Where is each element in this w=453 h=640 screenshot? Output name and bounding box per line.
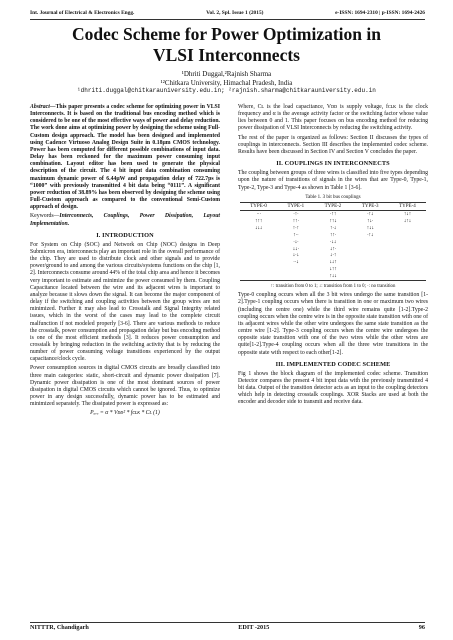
- table-row: [240, 259, 426, 266]
- table-cell: ↑↓↓: [366, 224, 374, 231]
- table-cell: [389, 225, 426, 232]
- table-cell: [240, 266, 277, 273]
- footer-institution: NITTTR, Chandigarh: [30, 624, 89, 631]
- keywords-text: Interconnects, Couplings, Power Dissipation, Layout Implementation.: [30, 213, 220, 227]
- power-formula: Pₐᵥₑ = α * Vᴅᴅ² * fᴄʟᴋ * Cʟ (1): [90, 410, 160, 417]
- table-cell: ↑··: [293, 231, 299, 238]
- header-journal: Int. Journal of Electrical & Electronics Engg.: [30, 9, 135, 16]
- table-cell: ↓·↑: [329, 252, 337, 259]
- table-cell: ↑·↓: [329, 224, 337, 231]
- table-cell: ↓↑·: [329, 245, 337, 252]
- table-header-cell: TYPE-0: [240, 202, 277, 210]
- table-cell: [277, 266, 314, 273]
- table-cell: [389, 266, 426, 273]
- table-cell: [352, 246, 389, 253]
- abstract-text: This paper presents a codec scheme for optimizing power in VLSI Interconnects. It is based on the traditional bus encoding method which is considered to be one of the most effective ways of power and delay reduction. The work done aims at optimizing power by designing the scheme using Full-Custom design approach. The model has been designed and implemented using Cadence Virtuoso Analog Design Suite in 0.18μm CMOS technology. Power has been computed for different possible combinations of input data. Delay has been reckoned for the maximum power consuming input combination. Layout editor has been used to generate the physical description of the circuit. The 4 bit input data combination consuming maximum dynamic power of 6.44μW and propagation delay of 722.7ps is “1000” with previously transmitted 4 bit data being “0111”. A significant power reduction of 38.89% has been observed by designing the scheme using Full-Custom approach as compared to the conventional Semi-Custom approach of design.: [30, 104, 220, 211]
- table-row: [240, 225, 426, 232]
- table-cell: ↓↓↓: [255, 224, 263, 231]
- table-header-cell: TYPE-3: [352, 202, 389, 210]
- paper-title: [40, 24, 413, 66]
- table-row: [240, 252, 426, 259]
- table-row: [240, 266, 426, 273]
- table-cell: [240, 273, 277, 280]
- right-column: [238, 104, 428, 409]
- table-cell: ·↑↑: [329, 211, 337, 218]
- coupling-table: [240, 202, 426, 281]
- table-cell: ↓↓·: [292, 245, 299, 252]
- table-legend: ↑: transition from 0 to 1; ↓: transition from 1 to 0; ·: no transition: [270, 284, 396, 290]
- table-cell: [352, 252, 389, 259]
- intro-paragraph-2: Power consumption sources in digital CMOS circuits are broadly classified into three main categories: static, short-circuit and dynamic power dissipation [7]. Dynamic power dissipation is one of the most dominant sources of power dissipation in digital CMOS circuits which cannot be ignored. Thus, to optimize power in any design successfully, dynamic power has to be estimated and minimized separately. The dissipated power is expressed as:: [30, 365, 220, 408]
- table-cell: [389, 239, 426, 246]
- table-row: [240, 218, 426, 225]
- author-names: ¹Dhriti Duggal,²Rajnish Sharma: [181, 70, 272, 78]
- table-header-cell: TYPE-2: [314, 202, 351, 210]
- author-emails: ¹dhriti.duggal@chitkarauniversity.edu.in; ²rajnish.sharma@chitkarauniversity.edu.in: [77, 87, 376, 95]
- table-cell: ·↑↓: [367, 211, 374, 218]
- table-body: [240, 211, 426, 281]
- table-cell: ↑↓·: [367, 217, 374, 224]
- section-heading-couplings: II. COUPLINGS IN INTERCONNECTS: [276, 160, 390, 168]
- table-cell: ↓↑↓: [403, 217, 411, 224]
- table-row: [240, 232, 426, 239]
- running-header: [30, 6, 425, 20]
- title-line-1: Codec Scheme for Power Optimization in: [72, 24, 381, 44]
- table-cell: ··↓: [293, 259, 299, 266]
- table-cell: [240, 259, 277, 266]
- table-cell: [389, 246, 426, 253]
- section-heading-introduction: I. INTRODUCTION: [96, 231, 154, 239]
- page-number: 96: [418, 624, 425, 631]
- table-cell: ↑↑↑: [255, 217, 263, 224]
- abstract-lead: Abstract—: [30, 104, 56, 110]
- header-volume: Vol. 2, Spl. Issue 1 (2015): [206, 9, 264, 16]
- table-cell: [389, 259, 426, 266]
- table-header-cell: TYPE-1: [277, 202, 314, 210]
- table-cell: [352, 239, 389, 246]
- table-cell: ↓↑↑: [329, 266, 337, 273]
- table-cell: ↓·↓: [292, 252, 299, 259]
- paragraph-where: Where, Cʟ is the load capacitance, Vᴅᴅ is supply voltage, fᴄʟᴋ is the clock frequency and α is the average activity factor or the switching factor whose value lies between 0 and 1. This paper focuses on bus encoding method for reducing power dissipation of VLSI Interconnects by reducing the switching activity.: [238, 104, 428, 132]
- author-block: [40, 70, 413, 96]
- table-cell: ↑↑·: [329, 231, 337, 238]
- couplings-paragraph-1: The coupling between groups of three wires is classified into five types depending upon the nature of transitions of signals in the wires that are Type-0, Type-1, Type-2, Type-3 and Type-4 as shown in Table 1 [3-6].: [238, 170, 428, 191]
- table-caption: Table 1. 3 bit bus couplings: [305, 194, 361, 200]
- table-cell: ↑↓↓: [314, 273, 351, 280]
- table-cell: ↓↓↑: [329, 259, 337, 266]
- footer-conference: EDIT -2015: [238, 624, 270, 631]
- table-cell: [277, 273, 314, 280]
- running-footer: [30, 622, 425, 634]
- table-cell: ↑·↑: [292, 224, 299, 231]
- keywords-lead: Keywords—: [30, 213, 60, 220]
- table-cell: [240, 252, 277, 259]
- abstract: [30, 104, 220, 211]
- table-cell: ···: [256, 211, 261, 218]
- table-cell: [352, 259, 389, 266]
- title-line-2: VLSI Interconnects: [153, 45, 300, 65]
- table-cell: [240, 246, 277, 253]
- keywords: [30, 213, 220, 227]
- table-header-row: [240, 202, 426, 210]
- table-cell: ·↑·: [293, 211, 299, 218]
- table-row: [240, 246, 426, 253]
- table-cell: [389, 252, 426, 259]
- intro-paragraph-1: For System on Chip (SOC) and Network on Chip (NOC) designs in Deep Submicron era, interconnects play an important role in the overall performance of the chip. They are used to distribute clock and other signals and to provide power/ground to and among the various circuits/systems functions on the chip [1, 2]. Interconnects consume around 44% of the total chip area and hence it becomes very important to estimate and minimize the power consumed by them. Coupling Capacitance located between the wire and its adjacent wires is important to analyze because it slows down the signal. It can become the major component of delay if the switching and coupling activities between the group wires are not minimized. Further it may also lead to Crosstalk and Signal Integrity related issues, which in the worst of the cases may lead to the complete circuit malfunction if not modeled properly [3-6]. There are various methods to reduce the crosstalk, power consumption and propagation delay but bus encoding method is one of the most efficient methods [3]. It reduces power consumption and crosstalk by bringing reduction in the switching activity that is by reducing the number of power consuming voltage transitions experienced by the output capacitance/clock cycle.: [30, 241, 220, 363]
- table-cell: [240, 232, 277, 239]
- table-header-cell: TYPE-4: [389, 202, 426, 210]
- left-column: [30, 104, 220, 418]
- table-cell: ·↓·: [293, 238, 299, 245]
- author-affiliation: ¹²Chitkara University, Himachal Pradesh, India: [160, 78, 293, 87]
- section-heading-codec: III. IMPLEMENTED CODEC SCHEME: [275, 360, 391, 368]
- table-cell: ↑↑·: [292, 217, 299, 224]
- table-row: [240, 239, 426, 246]
- table-cell: [352, 273, 389, 280]
- table-cell: ·↓↓: [329, 238, 337, 245]
- table-cell: [389, 273, 426, 280]
- table-cell: ·↑↓: [367, 231, 374, 238]
- table-cell: ↑↑↓: [329, 217, 337, 224]
- table-cell: [240, 239, 277, 246]
- paragraph-organization: The rest of the paper is organized as follows: Section II discusses the types of couplings in interconnects. Section III describes the implemented codec scheme. Results have been discussed in Section IV and Section V concludes the paper.: [238, 134, 428, 155]
- table-cell: [352, 266, 389, 273]
- table-cell: ↑↓↑: [403, 211, 411, 218]
- couplings-paragraph-2: Type-0 coupling occurs when all the 3 bit wires undergo the same transition [1-2].Type-1 coupling occurs when there is transition in one or maximum two wires (including the centre one) while the third wire remains quite [1-2].Type-2 coupling occurs when the centre wire is in the opposite state transition with one of its adjacent wires while the other wire undergoes the same state transition as the centre wire [1-2]. Type-3 coupling occurs when the centre wire undergoes the opposite state transition with one of the two wires while the other wires are quite[1-2].Type-4 coupling occurs when all the three wire transitions in the opposite state with respect to each other[1-2].: [238, 292, 428, 356]
- codec-paragraph-1: Fig 1 shows the block diagram of the implemented codec scheme. Transition Detector compares the present 4 bit input data with the previously transmitted 4 bit data. Output of the transition detector acts as an input to the coupling detectors which help in detecting crosstalk couplings. XOR Stacks are used at both the encoder and decoder side to transmit and receive data.: [238, 370, 428, 406]
- table-cell: [389, 232, 426, 239]
- table-row: [240, 273, 426, 280]
- header-issn: e-ISSN: 1694-2310 | p-ISSN: 1694-2426: [335, 9, 425, 16]
- table-row: [240, 211, 426, 218]
